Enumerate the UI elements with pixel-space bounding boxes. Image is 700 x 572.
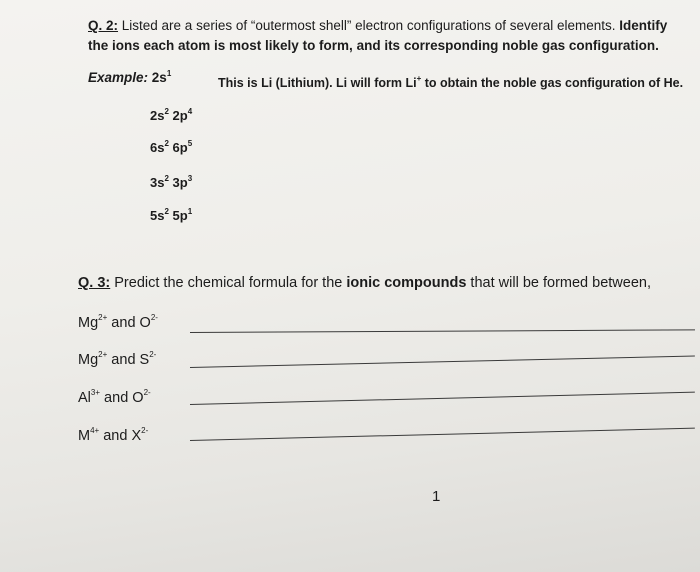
- example-note: [218, 73, 684, 90]
- question-3: [78, 275, 651, 291]
- answer-line[interactable]: [190, 428, 695, 442]
- config-item: $2s^2$ $2p^4$: [150, 106, 193, 123]
- example-label: Example:: [88, 70, 149, 85]
- question-3-text-pre: Predict the chemical formula for the: [110, 275, 347, 291]
- example-note-post: to obtain the noble gas configuration of He.: [421, 76, 684, 90]
- question-2-text: Listed are a series of “outermost shell” electron configurations of several elements.: [118, 18, 620, 33]
- question-3-number: Q. 3:: [78, 275, 111, 291]
- example-config-exponent: 1: [166, 68, 172, 78]
- answer-line[interactable]: [190, 392, 695, 406]
- question-3-text-post: that will be formed between,: [466, 275, 651, 291]
- answer-line[interactable]: [190, 329, 695, 333]
- config-item: $5s^2$ $5p^1$: [150, 206, 193, 223]
- example-note-charge: +: [416, 73, 422, 83]
- config-item: $3s^2$ $3p^3$: [150, 173, 193, 190]
- example-config-base: 2s: [151, 70, 167, 85]
- ion-pair: $Al^{3+}$ and $O^{2-}$: [78, 388, 151, 406]
- question-3-emphasis: ionic compounds: [346, 275, 467, 291]
- answer-line[interactable]: [190, 356, 695, 369]
- ion-pair: $Mg^{2+}$ and $O^{2-}$: [78, 313, 158, 331]
- question-2-number: Q. 2:: [88, 18, 119, 33]
- question-2: [88, 16, 688, 56]
- example-note-pre: This is Li (Lithium). Li will form Li: [218, 76, 417, 90]
- config-item: $6s^2$ $6p^5$: [150, 138, 193, 155]
- page-number: 1: [432, 488, 441, 505]
- ion-pair: $Mg^{2+}$ and $S^{2-}$: [78, 350, 157, 368]
- example-config: [88, 70, 171, 85]
- question-2-instruction: Identify the ions each atom is most likely to form, and its corresponding noble gas configuration.: [88, 18, 668, 53]
- ion-pair: $M^{4+}$ and $X^{2-}$: [78, 426, 149, 444]
